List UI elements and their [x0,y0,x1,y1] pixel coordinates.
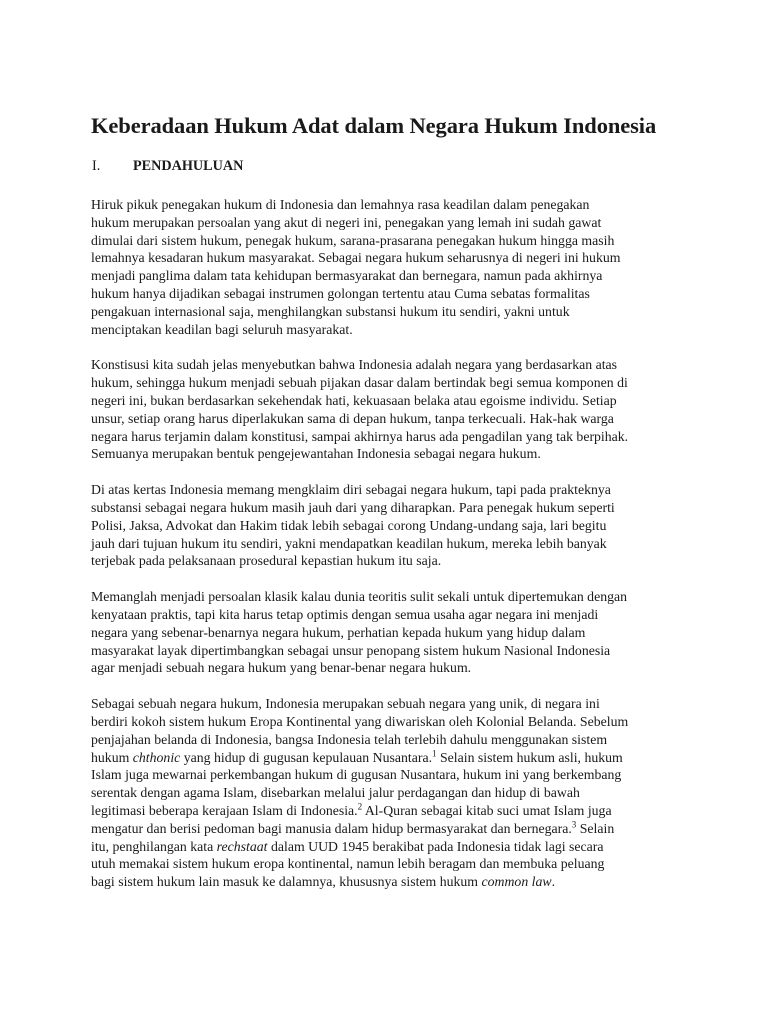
paragraph-3 [91,481,681,570]
text-segment: Selain sistem hukum asli, hukum [436,749,623,765]
text-line: Di atas kertas Indonesia memang mengklaim diri sebagai negara hukum, tapi pada prakteknya [91,482,611,498]
text-line: Islam juga mewarnai perkembangan hukum di gugusan Nusantara, hukum ini yang berkembang [91,767,622,783]
text-line: jauh dari tujuan hukum itu sendiri, yakni mendapatkan keadilan hukum, mereka lebih banyak [91,535,607,551]
section-number: I. [92,158,101,174]
text-segment: hukum [91,749,133,765]
text-line [91,802,681,820]
text-line: kenyataan praktis, tapi kita harus tetap optimis dengan semua usaha agar negara ini menjadi [91,606,599,622]
paragraph-1 [91,196,681,338]
text-segment: mengatur dan berisi pedoman bagi manusia dalam hidup bermasyarakat dan bernegara. [91,820,572,836]
text-line: Konstisusi kita sudah jelas menyebutkan bahwa Indonesia adalah negara yang berdasarkan atas [91,357,618,373]
text-line: serentak dengan agama Islam, disebarkan melalui jalur perdagangan dan hidup di bawah [91,785,580,801]
text-line: pengakuan internasional saja, menghilangkan substansi hukum itu sendiri, yakni untuk [91,303,570,319]
text-line: negara yang sebenar-benarnya negara hukum, perhatian kepada hukum yang hidup dalam [91,624,586,640]
text-line: hukum hanya dijadikan sebagai instrumen golongan tertentu atau Cuma sebatas formalitas [91,285,590,301]
text-line: masyarakat layak dipertimbangkan sebagai unsur penopang sistem hukum Nasional Indonesia [91,642,611,658]
text-segment: yang hidup di gugusan kepulauan Nusantara. [180,749,433,765]
text-segment: . [551,874,556,890]
text-line: negeri ini, bukan berdasarkan sekehendak hati, kekuasaan belaka atau egoisme individu. Setiap [91,392,617,408]
text-line: dimulai dari sistem hukum, penegak hukum, sarana-prasarana penegakan hukum hingga masih [91,232,615,248]
italic-term: chthonic [132,749,181,765]
italic-term: rechstaat [216,838,268,854]
text-line: unsur, setiap orang harus diperlakukan sama di depan hukum, tanpa terkecuali. Hak-hak warga [91,410,614,426]
text-line: penjajahan belanda di Indonesia, bangsa Indonesia telah terlebih dahulu menggunakan sistem [91,731,608,747]
text-segment: legitimasi beberapa kerajaan Islam di Indonesia. [91,802,358,818]
footnote-ref-2[interactable]: 2 [357,801,363,812]
italic-term: common law [481,874,552,890]
text-line [91,820,681,838]
paragraph-4 [91,588,681,677]
text-line: Memanglah menjadi persoalan klasik kalau dunia teoritis sulit sekali untuk dipertemukan dengan [91,589,628,605]
text-segment: dalam UUD 1945 berakibat pada Indonesia tidak lagi secara [267,838,604,854]
document-body [91,113,681,891]
text-line: substansi sebagai negara hukum masih jauh dari yang diharapkan. Para penegak hukum seperti [91,499,615,515]
text-segment: Al-Quran sebagai kitab suci umat Islam juga [362,802,612,818]
text-segment: Selain [576,820,615,836]
text-line: terjebak pada pelaksanaan prosedural kepastian hukum itu saja. [91,553,442,569]
text-line: agar menjadi sebuah negara hukum yang benar-benar negara hukum. [91,660,472,676]
footnote-ref-1[interactable]: 1 [432,747,437,758]
text-line: lemahnya kesadaran hukum masyarakat. Sebagai negara hukum seharusnya di negeri ini hukum [91,250,621,266]
document-title: Keberadaan Hukum Adat dalam Negara Hukum Indonesia [91,113,657,138]
text-segment: itu, penghilangan kata [91,838,217,854]
text-line: negara harus terjamin dalam konstitusi, sampai akhirnya harus ada pengadilan yang tak berpihak. [91,428,629,444]
text-line: menjadi panglima dalam tata kehidupan bermasyarakat dan bernegara, namun pada akhirnya [91,268,603,284]
text-segment: bagi sistem hukum lain masuk ke dalamnya, khususnya sistem hukum [91,874,482,890]
paragraph-5 [91,695,681,891]
text-line: Polisi, Jaksa, Advokat dan Hakim tidak lebih sebagai corong Undang-undang saja, lari begitu [91,517,607,533]
text-line: Semuanya merupakan bentuk pengejewantahan Indonesia sebagai negara hukum. [91,446,541,462]
section-title: PENDAHULUAN [133,158,244,174]
text-line: Sebagai sebuah negara hukum, Indonesia merupakan sebuah negara yang unik, di negara ini [91,696,600,712]
text-line [91,749,681,767]
text-line [91,873,681,891]
text-line: utuh memakai sistem hukum eropa kontinental, namun lebih beragam dan membuka peluang [91,856,605,872]
text-line: hukum, sehingga hukum menjadi sebuah pijakan dasar dalam bertindak begi semua komponen di [91,375,628,391]
text-line [91,838,681,856]
text-line: Hiruk pikuk penegakan hukum di Indonesia dan lemahnya rasa keadilan dalam penegakan [91,197,590,212]
text-line: hukum merupakan persoalan yang akut di negeri ini, penegakan yang lemah ini sudah gawat [91,214,602,230]
paragraph-2 [91,356,681,463]
footnote-ref-3[interactable]: 3 [571,819,577,830]
text-line: berdiri kokoh sistem hukum Eropa Kontinental yang diwariskan oleh Kolonial Belanda. Sebelum [91,713,629,729]
text-line: menciptakan keadilan bagi seluruh masyarakat. [91,321,353,337]
section-heading [91,158,681,175]
